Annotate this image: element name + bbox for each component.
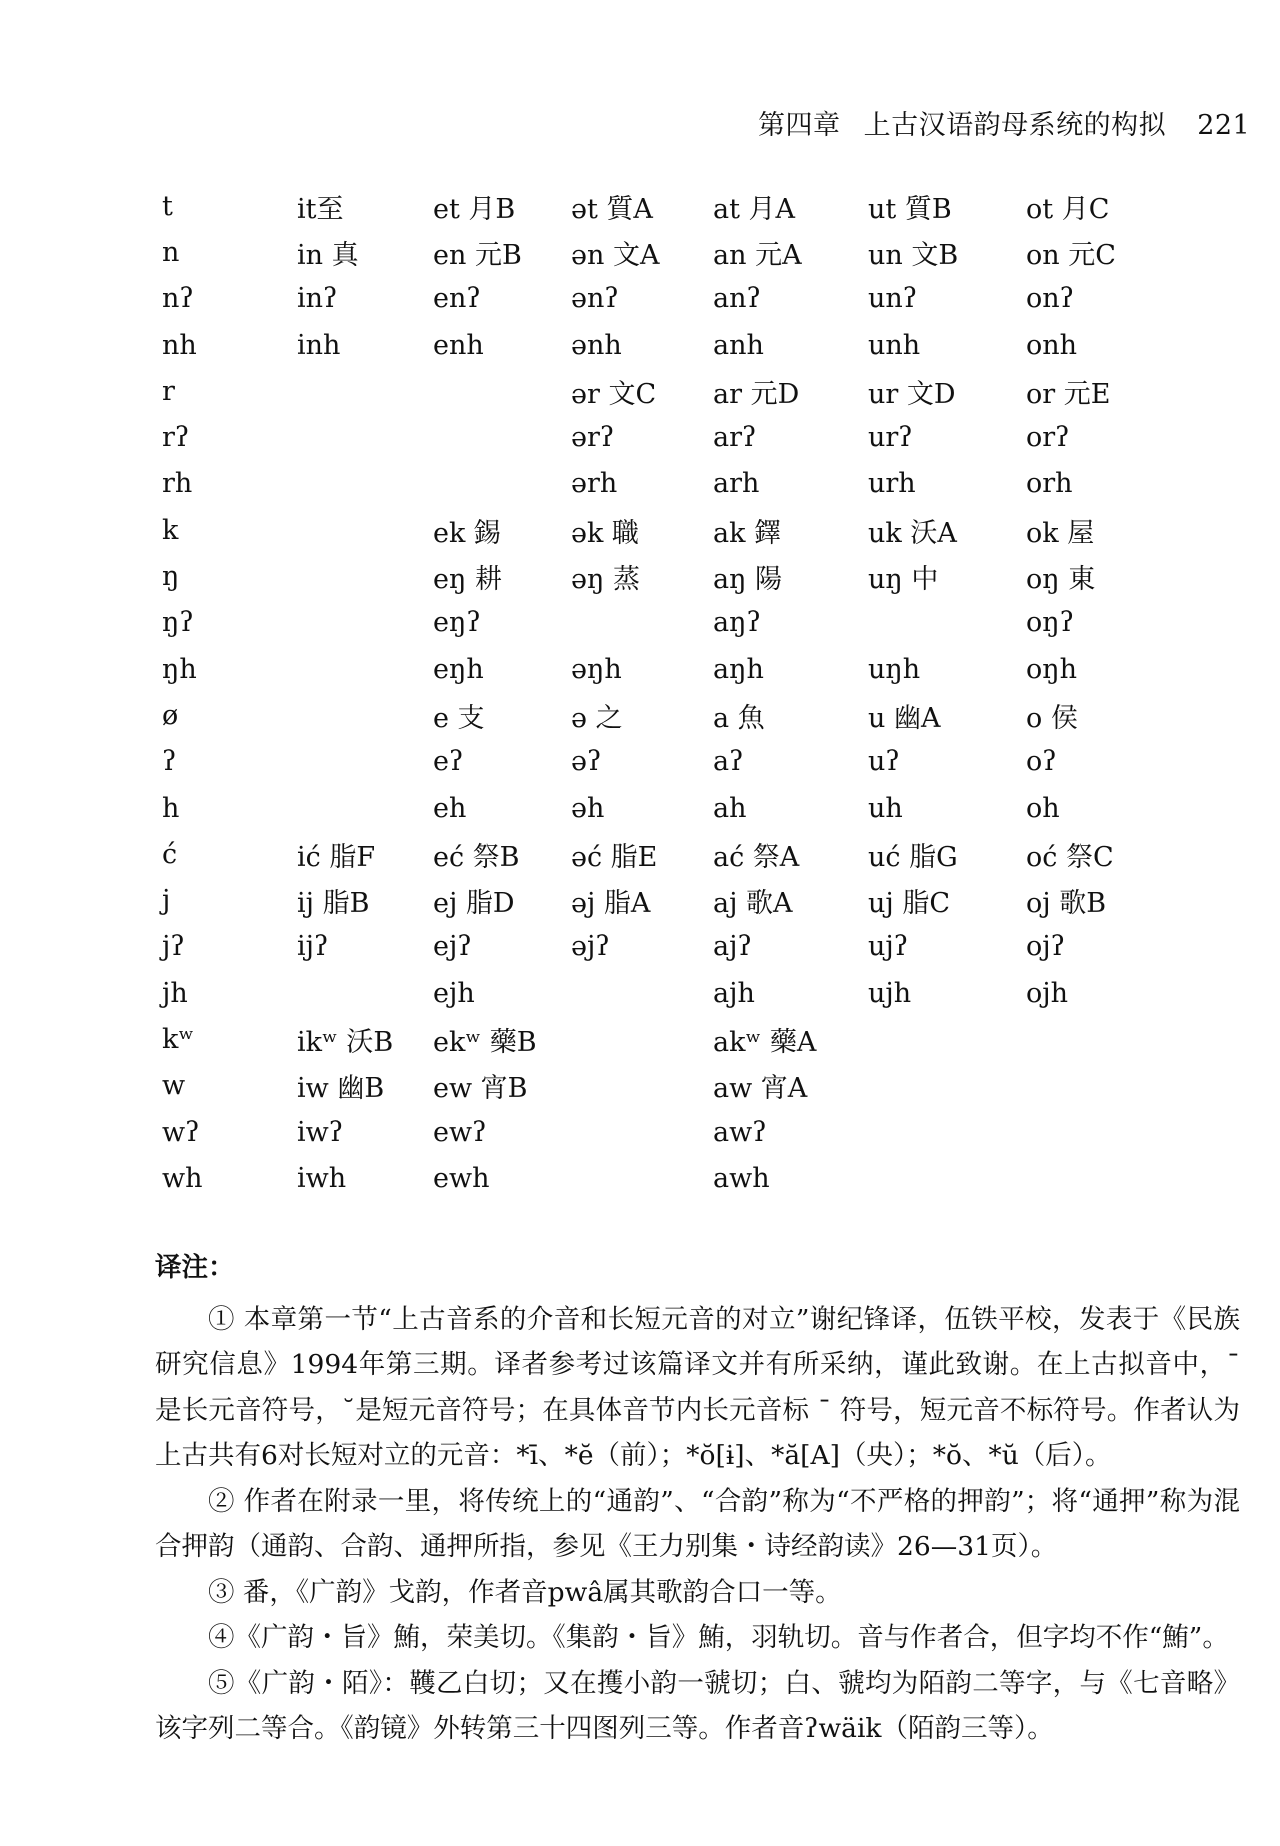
rime-cell: arʔ	[713, 422, 757, 454]
rime-cell: oć 祭C	[1026, 841, 1114, 873]
rime-cell: uj 脂C	[868, 888, 951, 920]
rime-row	[162, 970, 1166, 1016]
rime-cell: oŋʔ	[1026, 607, 1075, 639]
rime-cell	[297, 553, 433, 599]
rime-cell	[297, 970, 433, 1016]
rime-cell: eŋʔ	[433, 607, 481, 639]
rime-row	[162, 507, 1166, 553]
rime-coda-cell: ŋ	[162, 561, 180, 593]
rime-cell: eŋ 耕	[433, 564, 502, 596]
rime-coda-cell: ø	[162, 699, 179, 731]
rime-cell: anh	[713, 329, 764, 361]
rime-row	[162, 1155, 1166, 1201]
running-header	[758, 103, 1250, 142]
rime-cell: ujʔ	[868, 931, 909, 963]
rime-row	[162, 461, 1166, 507]
rime-cell: on 元C	[1026, 239, 1116, 271]
rime-cell: aʔ	[713, 746, 744, 778]
rime-cell: ar 元D	[713, 378, 800, 410]
translator-notes	[155, 1245, 1240, 1752]
rime-cell: en 元B	[433, 239, 522, 271]
rime-cell	[1026, 1155, 1166, 1201]
rime-row	[162, 831, 1166, 877]
rime-cell	[297, 414, 433, 460]
rime-cell	[571, 970, 713, 1016]
rime-coda-cell: kʷ	[162, 1023, 195, 1055]
rime-cell: ijʔ	[297, 931, 329, 963]
rime-row	[162, 322, 1166, 368]
rime-cell: ət 質A	[571, 193, 653, 225]
rime-cell: enʔ	[433, 283, 481, 315]
rime-cell: uć 脂G	[868, 841, 958, 873]
rime-cell: ah	[713, 792, 747, 824]
rime-cell: in 真	[297, 239, 359, 271]
page-number: 221	[1197, 110, 1251, 141]
rime-coda-cell: rʔ	[162, 422, 190, 454]
rime-cell: ajʔ	[713, 931, 752, 963]
rime-row	[162, 553, 1166, 599]
rime-cell: iwʔ	[297, 1116, 344, 1148]
rime-cell	[1026, 1109, 1166, 1155]
rime-cell: əjʔ	[571, 931, 610, 963]
rime-row	[162, 414, 1166, 460]
rime-coda-cell: w	[162, 1070, 186, 1102]
rime-cell: arh	[713, 468, 760, 500]
rime-cell	[571, 1109, 713, 1155]
rime-cell: ər 文C	[571, 378, 657, 410]
rime-cell: awʔ	[713, 1116, 767, 1148]
rime-cell: onh	[1026, 329, 1078, 361]
rime-coda-cell: nh	[162, 329, 197, 361]
rime-cell: unʔ	[868, 283, 918, 315]
rime-row	[162, 600, 1166, 646]
rime-cell	[433, 368, 571, 414]
rime-row	[162, 785, 1166, 831]
rime-cell: ə 之	[571, 702, 623, 734]
rime-cell: əŋh	[571, 653, 622, 685]
rime-cell: aj 歌A	[713, 888, 793, 920]
rime-coda-cell: jʔ	[162, 931, 185, 963]
rime-cell: ur 文D	[868, 378, 956, 410]
rime-cell: ew 宵B	[433, 1073, 528, 1105]
rime-coda-cell: h	[162, 792, 180, 824]
rime-cell: eh	[433, 792, 467, 824]
rime-row	[162, 924, 1166, 970]
rime-cell: ot 月C	[1026, 193, 1110, 225]
rime-coda-cell: j	[162, 885, 171, 917]
rime-coda-cell: r	[162, 375, 175, 407]
note-3: ③ 番，《广韵》戈韵，作者音pwâ属其歌韵合口一等。	[208, 1576, 842, 1608]
rime-cell	[868, 600, 1026, 646]
rime-cell: ej 脂D	[433, 888, 515, 920]
rime-row	[162, 1016, 1166, 1062]
rime-cell: awh	[713, 1162, 770, 1194]
rime-cell: ekʷ 藥B	[433, 1026, 537, 1058]
rime-cell: orh	[1026, 468, 1073, 500]
rime-cell: ejʔ	[433, 931, 472, 963]
rime-cell: inʔ	[297, 283, 338, 315]
chapter-title: 上古汉语韵母系统的构拟	[863, 110, 1167, 141]
rime-cell: aŋ 陽	[713, 564, 783, 596]
rime-coda-cell: wʔ	[162, 1116, 200, 1148]
rime-cell	[297, 507, 433, 553]
note-5: ⑤《广韵・陌》：韄乙白切；又在擭小韵一虢切；白、虢均为陌韵二等字，与《七音略》该字列二等合。《韵镜》外转第三十四图列三等。作者音ʔwäik（陌韵三等）。	[155, 1667, 1240, 1744]
note-1: ① 本章第一节“上古音系的介音和长短元音的对立”谢纪锋译，伍铁平校，发表于《民族研究信息》1994年第三期。译者参考过该篇译文并有所采纳，谨此致谢。在上古拟音中，¯是长元音符号，˘是短元音符号；在具体音节内长元音标 ¯ 符号，短元音不标符号。作者认为上古共有6对长短对立的元音：*ī、*ĕ（前）；*ŏ[ɨ]、*ă[A]（央）；*ŏ、*ŭ（后）。	[155, 1303, 1240, 1471]
note-4: ④《广韵・旨》鮪，荣美切。《集韵・旨》鮪，羽轨切。音与作者合，但字均不作“鮪”。	[208, 1622, 1229, 1653]
rime-cell: or 元E	[1026, 378, 1111, 410]
rime-cell	[571, 1063, 713, 1109]
rime-cell: urʔ	[868, 422, 913, 454]
rime-row	[162, 692, 1166, 738]
rime-row	[162, 229, 1166, 275]
rime-cell: enh	[433, 329, 484, 361]
rime-row	[162, 368, 1166, 414]
rime-cell: inh	[297, 329, 341, 361]
rime-cell	[868, 1155, 1026, 1201]
rime-cell: oh	[1026, 792, 1060, 824]
rime-cell: uŋh	[868, 653, 921, 685]
rime-cell: ikʷ 沃B	[297, 1026, 394, 1058]
rime-cell	[297, 739, 433, 785]
rime-cell: it至	[297, 193, 344, 225]
rime-cell: eć 祭B	[433, 841, 520, 873]
rime-coda-cell: t	[162, 190, 173, 222]
rime-cell	[1026, 1063, 1166, 1109]
rime-cell	[868, 1109, 1026, 1155]
rime-cell: oʔ	[1026, 746, 1057, 778]
rime-cell: o 侯	[1026, 702, 1078, 734]
notes-heading: 译注：	[155, 1252, 235, 1283]
rime-row	[162, 877, 1166, 923]
rime-cell: at 月A	[713, 193, 796, 225]
rime-cell: əh	[571, 792, 605, 824]
rime-row	[162, 1109, 1166, 1155]
rime-coda-cell: ʔ	[162, 746, 177, 778]
rime-cell: uk 沃A	[868, 517, 957, 549]
rime-row	[162, 739, 1166, 785]
rime-coda-cell: wh	[162, 1162, 203, 1194]
rime-cell: ənh	[571, 329, 622, 361]
rime-cell: onʔ	[1026, 283, 1075, 315]
rime-cell: ek 錫	[433, 517, 501, 549]
rime-coda-cell: ć	[162, 838, 178, 870]
rime-cell: ejh	[433, 977, 475, 1009]
rime-cell: uʔ	[868, 746, 900, 778]
rime-row	[162, 1063, 1166, 1109]
rime-cell: ən 文A	[571, 239, 660, 271]
rime-cell: ewh	[433, 1162, 490, 1194]
rime-cell	[571, 600, 713, 646]
rime-cell: oŋ 東	[1026, 564, 1096, 596]
rime-row	[162, 183, 1166, 229]
rime-cell: ojʔ	[1026, 931, 1066, 963]
rime-cell: eŋh	[433, 653, 484, 685]
rime-cell: ok 屋	[1026, 517, 1095, 549]
rime-cell: an 元A	[713, 239, 802, 271]
rime-cell: un 文B	[868, 239, 959, 271]
rime-coda-cell: nʔ	[162, 283, 194, 315]
rime-cell	[297, 368, 433, 414]
rime-table	[162, 183, 1166, 1202]
rime-cell: akʷ 藥A	[713, 1026, 817, 1058]
rime-cell: aŋʔ	[713, 607, 761, 639]
rime-cell: ak 鐸	[713, 517, 782, 549]
rime-cell: urh	[868, 468, 916, 500]
note-2: ② 作者在附录一里，将传统上的“通韵”、“合韵”称为“不严格的押韵”；将“通押”称为混合押韵（通韵、合韵、通押所指，参见《王力别集・诗经韵读》26—31页）。	[155, 1485, 1240, 1562]
chapter-label: 第四章	[758, 110, 841, 141]
rime-cell: ić 脂F	[297, 841, 376, 873]
rime-cell: ojh	[1026, 977, 1069, 1009]
rime-coda-cell: n	[162, 236, 180, 268]
rime-cell: əć 脂E	[571, 841, 658, 873]
rime-cell: eʔ	[433, 746, 464, 778]
rime-cell: ać 祭A	[713, 841, 800, 873]
rime-cell	[571, 1155, 713, 1201]
rime-cell	[571, 1016, 713, 1062]
rime-cell: əj 脂A	[571, 888, 651, 920]
rime-row	[162, 276, 1166, 322]
rime-coda-cell: jh	[162, 977, 188, 1009]
rime-cell: et 月B	[433, 193, 516, 225]
rime-coda-cell: ŋh	[162, 653, 197, 685]
rime-cell: u 幽A	[868, 702, 941, 734]
rime-table-body	[162, 183, 1166, 1202]
rime-cell	[297, 646, 433, 692]
rime-cell	[297, 692, 433, 738]
rime-cell	[297, 785, 433, 831]
rime-coda-cell: ŋʔ	[162, 607, 194, 639]
rime-cell: ewʔ	[433, 1116, 487, 1148]
rime-cell: e 支	[433, 702, 485, 734]
rime-cell: aŋh	[713, 653, 764, 685]
rime-cell: unh	[868, 329, 921, 361]
rime-cell	[297, 461, 433, 507]
rime-coda-cell: k	[162, 514, 179, 546]
rime-cell: əŋ 蒸	[571, 564, 640, 596]
rime-cell	[433, 461, 571, 507]
rime-coda-cell: rh	[162, 468, 193, 500]
rime-cell	[868, 1016, 1026, 1062]
rime-cell: ənʔ	[571, 283, 619, 315]
rime-row	[162, 646, 1166, 692]
rime-cell: ərʔ	[571, 422, 615, 454]
rime-cell: iwh	[297, 1162, 347, 1194]
rime-cell: ujh	[868, 977, 912, 1009]
rime-cell	[1026, 1016, 1166, 1062]
rime-cell: iw 幽B	[297, 1073, 385, 1105]
rime-cell: ajh	[713, 977, 755, 1009]
rime-cell: ij 脂B	[297, 888, 370, 920]
rime-cell: aw 宵A	[713, 1073, 808, 1105]
rime-cell: əʔ	[571, 746, 602, 778]
rime-cell	[433, 414, 571, 460]
rime-cell: orʔ	[1026, 422, 1070, 454]
rime-cell	[868, 1063, 1026, 1109]
rime-cell: anʔ	[713, 283, 761, 315]
rime-cell: ərh	[571, 468, 618, 500]
rime-cell: uŋ 中	[868, 564, 939, 596]
rime-cell: oj 歌B	[1026, 888, 1107, 920]
rime-cell: oŋh	[1026, 653, 1078, 685]
rime-cell: a 魚	[713, 702, 765, 734]
rime-cell: ut 質B	[868, 193, 952, 225]
rime-cell: uh	[868, 792, 903, 824]
rime-cell: ək 職	[571, 517, 639, 549]
rime-cell	[297, 600, 433, 646]
